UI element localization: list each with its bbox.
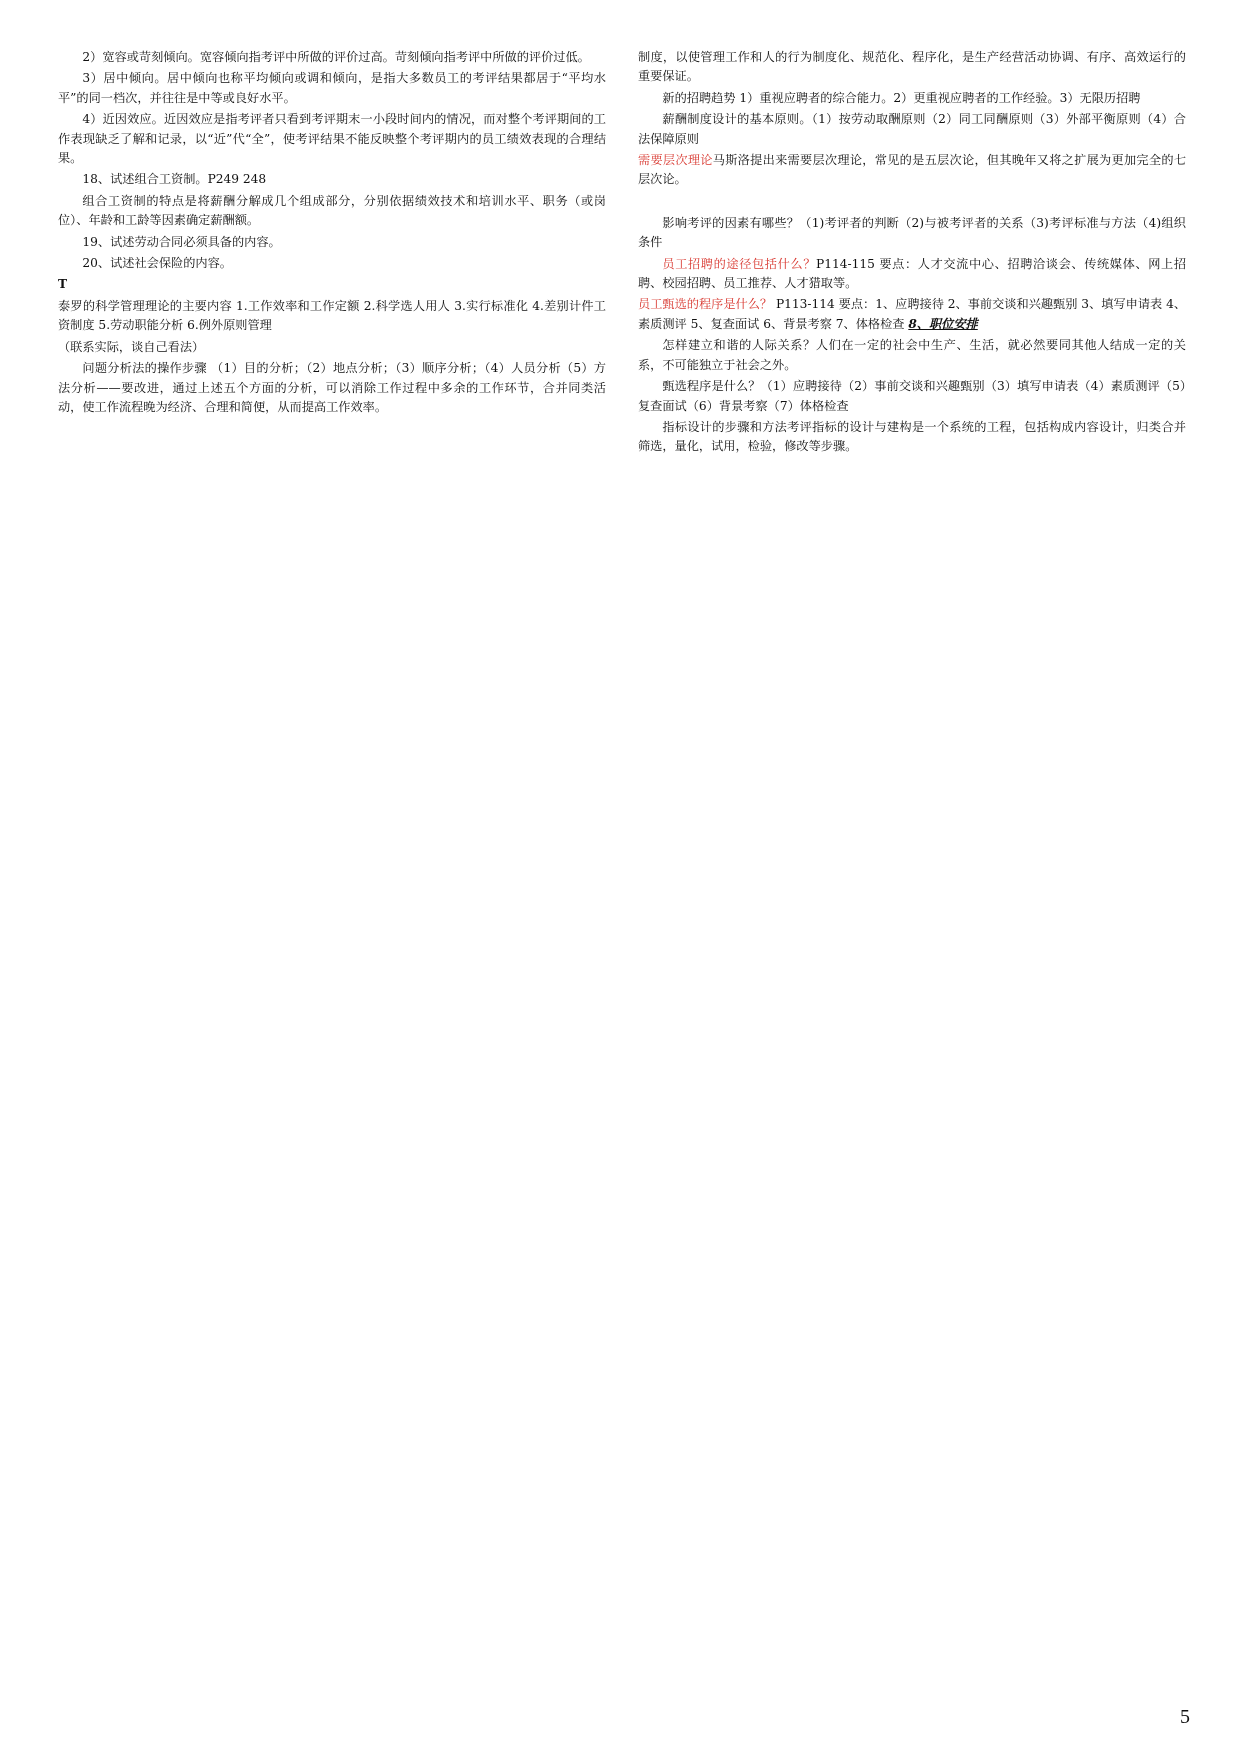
paragraph: 怎样建立和谐的人际关系？人们在一定的社会中生产、生活，就必然要同其他人结成一定的关系，不可能独立于社会之外。 xyxy=(638,338,1186,372)
paragraph: 影响考评的因素有哪些？（1)考评者的判断（2)与被考评者的关系（3)考评标准与方法（4)组织条件 xyxy=(638,215,1186,250)
paragraph: 新的招聘趋势 1）重视应聘者的综合能力。2）更重视应聘者的工作经验。3）无限历招聘 xyxy=(662,90,1141,105)
paragraph: 20、试述社会保险的内容。 xyxy=(82,256,232,271)
paragraph xyxy=(638,255,1186,294)
right-column xyxy=(638,48,1186,459)
paragraph: 薪酬制度设计的基本原则。（1）按劳动取酬原则（2）同工同酬原则（3）外部平衡原则（4）合法保障原则 xyxy=(638,112,1186,146)
paragraph: 甄选程序是什么？（1）应聘接待（2）事前交谈和兴趣甄别（3）填写申请表（4）素质测评（5）复查面试（6）背景考察（7）体格检查 xyxy=(638,379,1186,413)
page-number: 5 xyxy=(1180,1706,1190,1728)
text-span: 员工甄选的程序是什么？ xyxy=(638,297,773,312)
paragraph: 2）宽容或苛刻倾向。宽容倾向指考评中所做的评价过高。苛刻倾向指考评中所做的评价过低。 xyxy=(82,50,590,64)
text-span: 马斯洛提出来需要层次理论，常见的是五层次论，但其晚年又将之扩展为更加完全的七层次论。 xyxy=(638,153,1187,187)
text-span: P114-115 要点：人才交流中心、招聘洽谈会、传统媒体、网上招聘、校园招聘、员工推荐、人才猎取等。 xyxy=(638,256,1187,291)
paragraph xyxy=(638,192,1186,212)
paragraph: 问题分析法的操作步骤 （1）目的分析；（2）地点分析；（3）顺序分析；（4）人员分析（5）方法分析——要改进，通过上述五个方面的分析，可以消除工作过程中多余的工作环节，合并同类活动，使工作流程晚为经济、合理和简便，从而提高工作效率。 xyxy=(58,361,606,414)
paragraph xyxy=(638,151,1186,190)
paragraph xyxy=(638,295,1186,334)
left-column xyxy=(58,48,606,419)
paragraph: 3）居中倾向。居中倾向也称平均倾向或调和倾向，是指大多数员工的考评结果都居于“平均水平”的同一档次，并往往是中等或良好水平。 xyxy=(58,71,606,105)
paragraph: 指标设计的步骤和方法考评指标的设计与建构是一个系统的工程，包括构成内容设计，归类合并筛选，量化，试用，检验，修改等步骤。 xyxy=(638,419,1186,454)
paragraph: T xyxy=(58,277,68,292)
text-span: 员工招聘的途径包括什么？ xyxy=(662,256,817,271)
paragraph: 19、试述劳动合同必须具备的内容。 xyxy=(82,234,281,249)
text-span: 8、职位安排 xyxy=(908,316,978,331)
text-span: P113-114 要点：1、应聘接待 2、事前交谈和兴趣甄别 3、填写申请表 4、素质测评 5、复查面试 6、背景考察 7、体格检查 xyxy=(638,297,1187,331)
paragraph: 泰罗的科学管理理论的主要内容 1.工作效率和工作定额 2.科学选人用人 3.实行标准化 4.差别计件工资制度 5.劳动职能分析 6.例外原则管理 xyxy=(58,298,606,333)
paragraph: 18、试述组合工资制。P249 248 xyxy=(82,172,267,187)
paragraph: （联系实际，谈自己看法） xyxy=(58,339,205,354)
paragraph: 4）近因效应。近因效应是指考评者只看到考评期末一小段时间内的情况，而对整个考评期间的工作表现缺乏了解和记录，以“近”代“全”，使考评结果不能反映整个考评期内的员工绩效表现的合理结果。 xyxy=(58,112,606,166)
paragraph: 组合工资制的特点是将薪酬分解成几个组成部分，分别依据绩效技术和培训水平、职务（或岗位）、年龄和工龄等因素确定薪酬额。 xyxy=(58,193,606,228)
text-span: 需要层次理论 xyxy=(638,153,713,168)
paragraph: 制度，以使管理工作和人的行为制度化、规范化、程序化，是生产经营活动协调、有序、高效运行的重要保证。 xyxy=(638,50,1186,84)
